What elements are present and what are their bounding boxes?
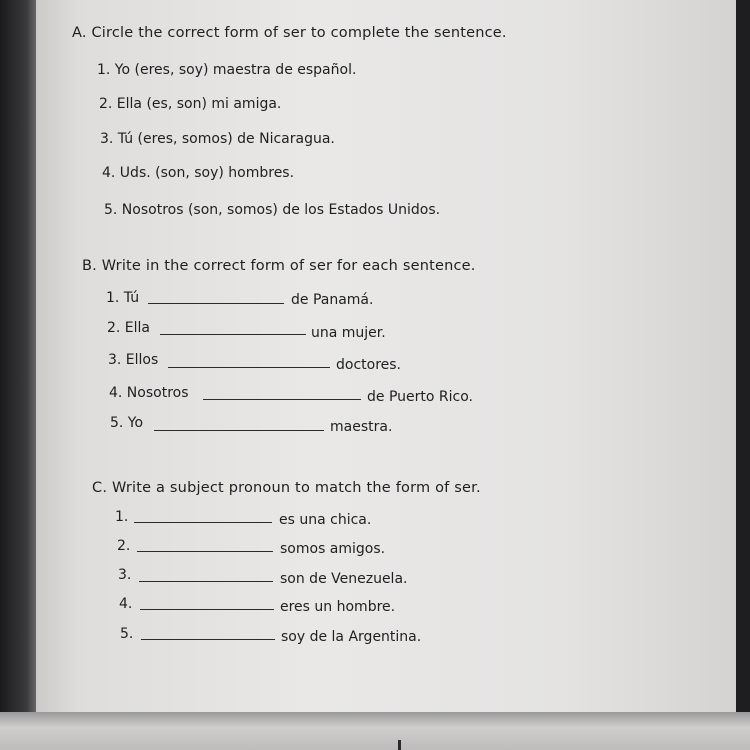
section-c-item-3-prefix: 3. bbox=[118, 567, 132, 583]
section-c-item-2-suffix: somos amigos. bbox=[280, 541, 386, 557]
section-a-item-2: 2. Ella (es, son) mi amiga. bbox=[99, 96, 282, 112]
answer-blank-b3[interactable] bbox=[168, 367, 330, 368]
section-a-item-4: 4. Uds. (son, soy) hombres. bbox=[102, 165, 295, 181]
section-b-item-1-prefix: 1. Tú bbox=[106, 290, 140, 306]
section-b-item-4-prefix: 4. Nosotros bbox=[109, 385, 189, 401]
answer-blank-c1[interactable] bbox=[134, 522, 272, 523]
section-b-item-5-prefix: 5. Yo bbox=[110, 415, 144, 431]
answer-blank-c4[interactable] bbox=[140, 609, 274, 610]
section-a-item-1: 1. Yo (eres, soy) maestra de español. bbox=[97, 62, 357, 78]
answer-blank-b4[interactable] bbox=[203, 399, 361, 400]
answer-blank-c3[interactable] bbox=[139, 581, 273, 582]
section-a-item-3: 3. Tú (eres, somos) de Nicaragua. bbox=[100, 131, 335, 147]
section-b-heading: B. Write in the correct form of ser for each sentence. bbox=[82, 258, 476, 274]
bottom-edge bbox=[0, 712, 750, 750]
section-c-item-4-prefix: 4. bbox=[119, 596, 133, 612]
section-b-item-1-suffix: de Panamá. bbox=[291, 292, 374, 308]
answer-blank-c5[interactable] bbox=[141, 639, 275, 640]
section-c-item-2-prefix: 2. bbox=[117, 538, 131, 554]
section-b-item-3-suffix: doctores. bbox=[336, 357, 402, 373]
section-c-item-5-prefix: 5. bbox=[120, 626, 134, 642]
answer-blank-b5[interactable] bbox=[154, 430, 324, 431]
section-c-item-5-suffix: soy de la Argentina. bbox=[281, 629, 422, 645]
section-b-item-2-prefix: 2. Ella bbox=[107, 320, 151, 336]
section-b-item-3-prefix: 3. Ellos bbox=[108, 352, 159, 368]
answer-blank-c2[interactable] bbox=[137, 551, 273, 552]
section-b-item-2-suffix: una mujer. bbox=[311, 325, 386, 341]
answer-blank-b2[interactable] bbox=[160, 334, 306, 335]
section-c-item-1-prefix: 1. bbox=[115, 509, 129, 525]
section-b-item-5-suffix: maestra. bbox=[330, 419, 393, 435]
section-c-item-3-suffix: son de Venezuela. bbox=[280, 571, 408, 587]
section-a-heading: A. Circle the correct form of ser to complete the sentence. bbox=[72, 25, 507, 41]
section-c-item-1-suffix: es una chica. bbox=[279, 512, 372, 528]
bottom-mark bbox=[398, 740, 401, 750]
section-c-item-4-suffix: eres un hombre. bbox=[280, 599, 396, 615]
section-a-item-5: 5. Nosotros (son, somos) de los Estados Unidos. bbox=[104, 202, 441, 218]
section-c-heading: C. Write a subject pronoun to match the form of ser. bbox=[92, 480, 481, 496]
answer-blank-b1[interactable] bbox=[148, 303, 284, 304]
section-b-item-4-suffix: de Puerto Rico. bbox=[367, 389, 473, 405]
